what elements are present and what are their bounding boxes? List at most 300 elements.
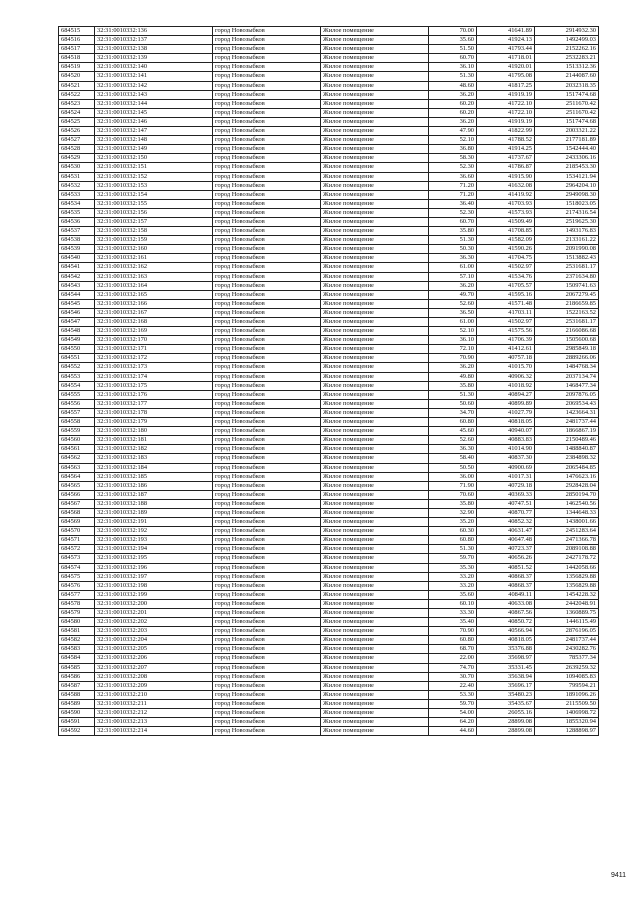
row-number-cell: 684578 [59,599,95,608]
object-type-cell: Жилое помещение [321,45,429,54]
unit-value-cell: 35331.45 [477,663,535,672]
area-cell: 36.20 [429,90,477,99]
object-type-cell: Жилое помещение [321,518,429,527]
unit-value-cell: 28899.08 [477,718,535,727]
cadastral-value-cell: 2186659.85 [535,299,599,308]
row-number-cell: 684542 [59,272,95,281]
row-number-cell: 684579 [59,609,95,618]
area-cell: 35.80 [429,381,477,390]
table-row [59,472,599,481]
unit-value-cell: 28899.08 [477,727,535,736]
table-row [59,699,599,708]
row-number-cell: 684589 [59,699,95,708]
object-type-cell: Жилое помещение [321,318,429,327]
area-cell: 53.30 [429,690,477,699]
cadastral-number-cell: 32:31:0010332:166 [95,299,213,308]
table-row [59,108,599,117]
cadastral-value-cell: 2430282.76 [535,645,599,654]
cadastral-number-cell: 32:31:0010332:149 [95,145,213,154]
area-cell: 51.30 [429,236,477,245]
table-row [59,99,599,108]
object-type-cell: Жилое помещение [321,709,429,718]
cadastral-number-cell: 32:31:0010332:164 [95,281,213,290]
address-cell: город Новозыбков [213,618,321,627]
address-cell: город Новозыбков [213,72,321,81]
cadastral-number-cell: 32:31:0010332:214 [95,727,213,736]
table-row [59,163,599,172]
unit-value-cell: 40870.77 [477,508,535,517]
object-type-cell: Жилое помещение [321,36,429,45]
table-row [59,408,599,417]
cadastral-value-cell: 2531681.17 [535,263,599,272]
cadastral-value-table [58,26,599,736]
object-type-cell: Жилое помещение [321,663,429,672]
address-cell: город Новозыбков [213,699,321,708]
address-cell: город Новозыбков [213,663,321,672]
address-cell: город Новозыбков [213,408,321,417]
cadastral-number-cell: 32:31:0010332:180 [95,427,213,436]
unit-value-cell: 41786.87 [477,163,535,172]
cadastral-value-cell: 1438001.66 [535,518,599,527]
cadastral-number-cell: 32:31:0010332:154 [95,190,213,199]
address-cell: город Новозыбков [213,327,321,336]
cadastral-number-cell: 32:31:0010332:203 [95,627,213,636]
row-number-cell: 684557 [59,408,95,417]
area-cell: 36.30 [429,445,477,454]
cadastral-value-cell: 1513312.36 [535,63,599,72]
address-cell: город Новозыбков [213,627,321,636]
row-number-cell: 684592 [59,727,95,736]
cadastral-number-cell: 32:31:0010332:191 [95,518,213,527]
cadastral-number-cell: 32:31:0010332:156 [95,208,213,217]
address-cell: город Новозыбков [213,499,321,508]
row-number-cell: 684590 [59,709,95,718]
cadastral-number-cell: 32:31:0010332:211 [95,699,213,708]
cadastral-number-cell: 32:31:0010332:212 [95,709,213,718]
row-number-cell: 684570 [59,527,95,536]
address-cell: город Новозыбков [213,54,321,63]
cadastral-value-cell: 2174316.54 [535,208,599,217]
address-cell: город Новозыбков [213,427,321,436]
unit-value-cell: 41509.49 [477,217,535,226]
cadastral-number-cell: 32:31:0010332:189 [95,508,213,517]
cadastral-number-cell: 32:31:0010332:148 [95,136,213,145]
object-type-cell: Жилое помещение [321,581,429,590]
unit-value-cell: 40868.37 [477,581,535,590]
table-row [59,290,599,299]
table-row [59,554,599,563]
address-cell: город Новозыбков [213,90,321,99]
cadastral-number-cell: 32:31:0010332:137 [95,36,213,45]
area-cell: 36.60 [429,172,477,181]
cadastral-number-cell: 32:31:0010332:178 [95,408,213,417]
address-cell: город Новозыбков [213,581,321,590]
row-number-cell: 684544 [59,290,95,299]
cadastral-number-cell: 32:31:0010332:192 [95,527,213,536]
row-number-cell: 684530 [59,163,95,172]
cadastral-number-cell: 32:31:0010332:208 [95,672,213,681]
unit-value-cell: 41632.08 [477,181,535,190]
table-row [59,136,599,145]
cadastral-number-cell: 32:31:0010332:171 [95,345,213,354]
unit-value-cell: 40849.11 [477,590,535,599]
cadastral-number-cell: 32:31:0010332:143 [95,90,213,99]
row-number-cell: 684540 [59,254,95,263]
address-cell: город Новозыбков [213,372,321,381]
object-type-cell: Жилое помещение [321,290,429,299]
cadastral-value-cell: 2914932.30 [535,27,599,36]
row-number-cell: 684554 [59,381,95,390]
cadastral-number-cell: 32:31:0010332:186 [95,481,213,490]
cadastral-value-cell: 1855320.94 [535,718,599,727]
object-type-cell: Жилое помещение [321,636,429,645]
area-cell: 35.80 [429,499,477,508]
cadastral-value-cell: 1476623.16 [535,472,599,481]
unit-value-cell: 40757.18 [477,354,535,363]
unit-value-cell: 41817.25 [477,81,535,90]
object-type-cell: Жилое помещение [321,145,429,154]
address-cell: город Новозыбков [213,163,321,172]
cadastral-number-cell: 32:31:0010332:169 [95,327,213,336]
area-cell: 52.60 [429,436,477,445]
area-cell: 50.30 [429,245,477,254]
address-cell: город Новозыбков [213,345,321,354]
table-row [59,636,599,645]
address-cell: город Новозыбков [213,81,321,90]
cadastral-value-cell: 2876196.05 [535,627,599,636]
unit-value-cell: 41924.13 [477,36,535,45]
cadastral-value-cell: 2384898.32 [535,454,599,463]
cadastral-number-cell: 32:31:0010332:198 [95,581,213,590]
table-row [59,436,599,445]
cadastral-value-cell: 2097876.05 [535,390,599,399]
cadastral-value-cell: 1517474.68 [535,117,599,126]
cadastral-value-cell: 1522163.52 [535,308,599,317]
table-row [59,663,599,672]
object-type-cell: Жилое помещение [321,354,429,363]
cadastral-number-cell: 32:31:0010332:151 [95,163,213,172]
table-row [59,445,599,454]
object-type-cell: Жилое помещение [321,672,429,681]
area-cell: 52.30 [429,208,477,217]
unit-value-cell: 41822.99 [477,127,535,136]
object-type-cell: Жилое помещение [321,345,429,354]
row-number-cell: 684583 [59,645,95,654]
object-type-cell: Жилое помещение [321,163,429,172]
row-number-cell: 684591 [59,718,95,727]
cadastral-value-cell: 1534121.94 [535,172,599,181]
cadastral-value-cell: 1493176.83 [535,227,599,236]
cadastral-value-cell: 2003321.22 [535,127,599,136]
address-cell: город Новозыбков [213,599,321,608]
object-type-cell: Жилое помещение [321,236,429,245]
cadastral-number-cell: 32:31:0010332:172 [95,354,213,363]
address-cell: город Новозыбков [213,472,321,481]
object-type-cell: Жилое помещение [321,554,429,563]
area-cell: 74.70 [429,663,477,672]
object-type-cell: Жилое помещение [321,681,429,690]
table-row [59,127,599,136]
unit-value-cell: 40747.51 [477,499,535,508]
unit-value-cell: 40729.18 [477,481,535,490]
row-number-cell: 684580 [59,618,95,627]
unit-value-cell: 41919.19 [477,117,535,126]
row-number-cell: 684568 [59,508,95,517]
cadastral-number-cell: 32:31:0010332:168 [95,318,213,327]
cadastral-value-cell: 1356829.88 [535,581,599,590]
row-number-cell: 684541 [59,263,95,272]
unit-value-cell: 40852.32 [477,518,535,527]
object-type-cell: Жилое помещение [321,372,429,381]
table-row [59,81,599,90]
object-type-cell: Жилое помещение [321,63,429,72]
object-type-cell: Жилое помещение [321,408,429,417]
object-type-cell: Жилое помещение [321,418,429,427]
unit-value-cell: 41737.67 [477,154,535,163]
cadastral-number-cell: 32:31:0010332:152 [95,172,213,181]
row-number-cell: 684523 [59,99,95,108]
object-type-cell: Жилое помещение [321,527,429,536]
cadastral-value-cell: 1517474.68 [535,90,599,99]
cadastral-value-cell: 1891096.26 [535,690,599,699]
area-cell: 35.60 [429,36,477,45]
cadastral-value-cell: 799594.21 [535,681,599,690]
cadastral-number-cell: 32:31:0010332:160 [95,245,213,254]
object-type-cell: Жилое помещение [321,136,429,145]
address-cell: город Новозыбков [213,545,321,554]
cadastral-value-cell: 2511670.42 [535,99,599,108]
object-type-cell: Жилое помещение [321,472,429,481]
table-row [59,499,599,508]
row-number-cell: 684565 [59,481,95,490]
cadastral-number-cell: 32:31:0010332:150 [95,154,213,163]
area-cell: 51.30 [429,545,477,554]
row-number-cell: 684582 [59,636,95,645]
unit-value-cell: 40899.89 [477,399,535,408]
object-type-cell: Жилое помещение [321,108,429,117]
cadastral-value-cell: 1288898.97 [535,727,599,736]
cadastral-value-cell: 2091990.08 [535,245,599,254]
object-type-cell: Жилое помещение [321,281,429,290]
row-number-cell: 684539 [59,245,95,254]
table-row [59,718,599,727]
cadastral-value-cell: 2065484.85 [535,463,599,472]
cadastral-number-cell: 32:31:0010332:213 [95,718,213,727]
cadastral-number-cell: 32:31:0010332:163 [95,272,213,281]
table-row [59,345,599,354]
unit-value-cell: 41641.89 [477,27,535,36]
object-type-cell: Жилое помещение [321,481,429,490]
registry-sheet [58,26,598,736]
cadastral-number-cell: 32:31:0010332:158 [95,227,213,236]
cadastral-number-cell: 32:31:0010332:136 [95,27,213,36]
row-number-cell: 684559 [59,427,95,436]
unit-value-cell: 41914.25 [477,145,535,154]
row-number-cell: 684574 [59,563,95,572]
area-cell: 51.30 [429,72,477,81]
cadastral-value-cell: 2371634.80 [535,272,599,281]
cadastral-value-cell: 1462540.56 [535,499,599,508]
cadastral-number-cell: 32:31:0010332:201 [95,609,213,618]
address-cell: город Новозыбков [213,727,321,736]
object-type-cell: Жилое помещение [321,245,429,254]
cadastral-number-cell: 32:31:0010332:183 [95,454,213,463]
cadastral-number-cell: 32:31:0010332:185 [95,472,213,481]
object-type-cell: Жилое помещение [321,599,429,608]
cadastral-number-cell: 32:31:0010332:159 [95,236,213,245]
object-type-cell: Жилое помещение [321,536,429,545]
cadastral-number-cell: 32:31:0010332:199 [95,590,213,599]
table-row [59,563,599,572]
unit-value-cell: 40818.05 [477,636,535,645]
area-cell: 59.70 [429,554,477,563]
row-number-cell: 684525 [59,117,95,126]
area-cell: 60.80 [429,536,477,545]
table-row [59,263,599,272]
table-row [59,154,599,163]
address-cell: город Новозыбков [213,272,321,281]
object-type-cell: Жилое помещение [321,208,429,217]
row-number-cell: 684548 [59,327,95,336]
row-number-cell: 684546 [59,308,95,317]
row-number-cell: 684586 [59,672,95,681]
cadastral-value-cell: 2133161.22 [535,236,599,245]
area-cell: 60.20 [429,99,477,108]
address-cell: город Новозыбков [213,290,321,299]
row-number-cell: 684518 [59,54,95,63]
object-type-cell: Жилое помещение [321,609,429,618]
cadastral-value-cell: 785377.34 [535,654,599,663]
area-cell: 33.30 [429,609,477,618]
area-cell: 36.30 [429,254,477,263]
object-type-cell: Жилое помещение [321,327,429,336]
cadastral-value-cell: 2166086.68 [535,327,599,336]
address-cell: город Новозыбков [213,63,321,72]
table-row [59,645,599,654]
area-cell: 64.20 [429,718,477,727]
address-cell: город Новозыбков [213,208,321,217]
cadastral-number-cell: 32:31:0010332:161 [95,254,213,263]
cadastral-value-cell: 1344648.33 [535,508,599,517]
cadastral-value-cell: 2185453.30 [535,163,599,172]
object-type-cell: Жилое помещение [321,199,429,208]
address-cell: город Новозыбков [213,654,321,663]
unit-value-cell: 35698.97 [477,654,535,663]
table-row [59,572,599,581]
table-row [59,199,599,208]
cadastral-value-cell: 2433306.16 [535,154,599,163]
cadastral-value-cell: 1406998.72 [535,709,599,718]
area-cell: 30.70 [429,672,477,681]
object-type-cell: Жилое помещение [321,727,429,736]
cadastral-number-cell: 32:31:0010332:188 [95,499,213,508]
area-cell: 34.70 [429,408,477,417]
cadastral-value-cell: 2481737.44 [535,418,599,427]
area-cell: 35.40 [429,618,477,627]
cadastral-number-cell: 32:31:0010332:200 [95,599,213,608]
object-type-cell: Жилое помещение [321,590,429,599]
unit-value-cell: 40837.30 [477,454,535,463]
cadastral-value-cell: 1542444.40 [535,145,599,154]
area-cell: 70.90 [429,354,477,363]
unit-value-cell: 40867.56 [477,609,535,618]
table-row [59,390,599,399]
unit-value-cell: 41708.85 [477,227,535,236]
table-row [59,63,599,72]
unit-value-cell: 40818.05 [477,418,535,427]
table-row [59,545,599,554]
object-type-cell: Жилое помещение [321,154,429,163]
cadastral-number-cell: 32:31:0010332:175 [95,381,213,390]
table-row [59,508,599,517]
table-row [59,117,599,126]
address-cell: город Новозыбков [213,390,321,399]
address-cell: город Новозыбков [213,45,321,54]
row-number-cell: 684552 [59,363,95,372]
cadastral-value-cell: 2964204.10 [535,181,599,190]
address-cell: город Новозыбков [213,572,321,581]
unit-value-cell: 41502.97 [477,318,535,327]
row-number-cell: 684567 [59,499,95,508]
cadastral-value-cell: 1360889.75 [535,609,599,618]
area-cell: 60.20 [429,108,477,117]
table-row [59,227,599,236]
unit-value-cell: 41703.11 [477,308,535,317]
table-row [59,318,599,327]
cadastral-value-cell: 2067279.45 [535,290,599,299]
area-cell: 58.40 [429,454,477,463]
object-type-cell: Жилое помещение [321,172,429,181]
object-type-cell: Жилое помещение [321,127,429,136]
row-number-cell: 684572 [59,545,95,554]
area-cell: 60.80 [429,636,477,645]
cadastral-value-cell: 2850194.70 [535,490,599,499]
cadastral-number-cell: 32:31:0010332:146 [95,117,213,126]
unit-value-cell: 40906.32 [477,372,535,381]
object-type-cell: Жилое помещение [321,72,429,81]
table-row [59,245,599,254]
object-type-cell: Жилое помещение [321,490,429,499]
object-type-cell: Жилое помещение [321,463,429,472]
unit-value-cell: 41920.01 [477,63,535,72]
row-number-cell: 684566 [59,490,95,499]
address-cell: город Новозыбков [213,645,321,654]
cadastral-value-cell: 1446115.49 [535,618,599,627]
area-cell: 72.10 [429,345,477,354]
area-cell: 70.60 [429,490,477,499]
row-number-cell: 684534 [59,199,95,208]
unit-value-cell: 41571.48 [477,299,535,308]
cadastral-number-cell: 32:31:0010332:195 [95,554,213,563]
area-cell: 71.90 [429,481,477,490]
cadastral-value-cell: 1484768.34 [535,363,599,372]
address-cell: город Новозыбков [213,227,321,236]
object-type-cell: Жилое помещение [321,445,429,454]
row-number-cell: 684575 [59,572,95,581]
object-type-cell: Жилое помещение [321,572,429,581]
area-cell: 36.80 [429,145,477,154]
unit-value-cell: 40631.47 [477,527,535,536]
area-cell: 36.00 [429,472,477,481]
area-cell: 36.20 [429,281,477,290]
row-number-cell: 684588 [59,690,95,699]
cadastral-number-cell: 32:31:0010332:165 [95,290,213,299]
unit-value-cell: 41705.57 [477,281,535,290]
address-cell: город Новозыбков [213,117,321,126]
unit-value-cell: 35376.88 [477,645,535,654]
unit-value-cell: 40894.27 [477,390,535,399]
object-type-cell: Жилое помещение [321,81,429,90]
